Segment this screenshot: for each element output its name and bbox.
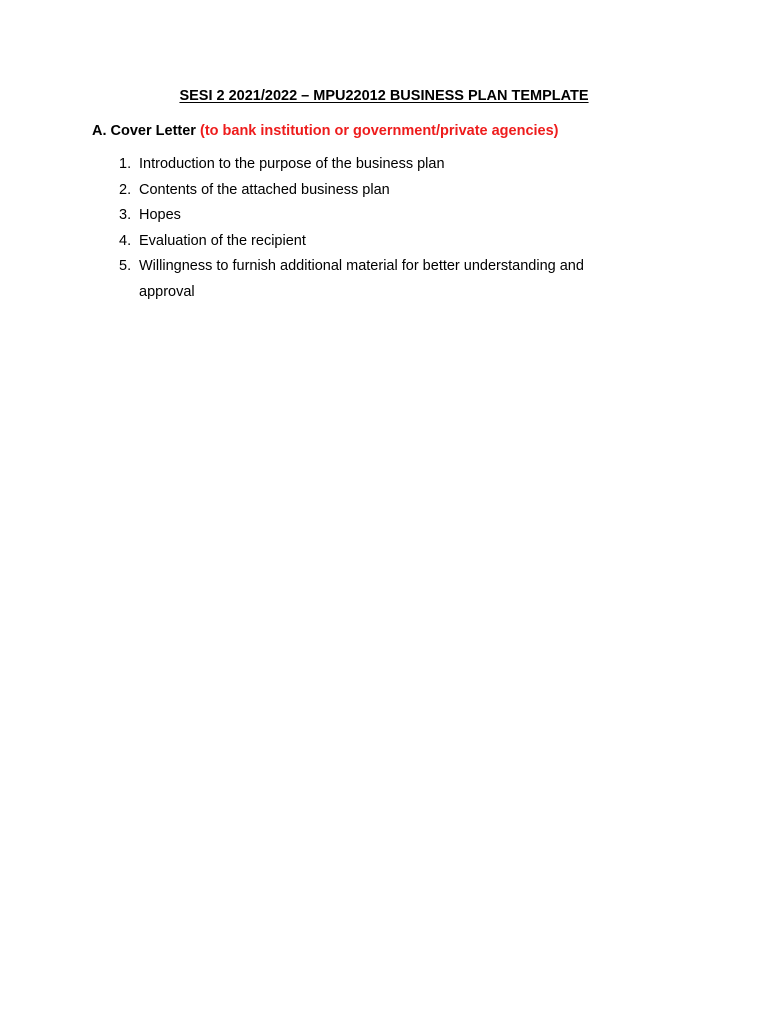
list-item-number-cell (92, 254, 139, 280)
list-item-text: Willingness to furnish additional material for better understanding and approval (139, 258, 584, 300)
section-label: A. Cover Letter (92, 123, 196, 139)
list-item-number-cell (92, 203, 139, 229)
list-item (92, 178, 632, 204)
document-title: SESI 2 2021/2022 – MPU22012 BUSINESS PLAN TEMPLATE (179, 88, 589, 104)
list-item-number: 5. (119, 258, 132, 274)
numbered-list (92, 152, 632, 305)
list-item-number: 3. (119, 207, 132, 223)
section-heading (92, 122, 559, 140)
list-item-number: 1. (119, 156, 132, 172)
list-item (92, 152, 632, 178)
list-item-text: Introduction to the purpose of the business plan (139, 156, 445, 172)
list-item-number-cell (92, 229, 139, 255)
list-item-number-cell (92, 152, 139, 178)
list-item-number: 2. (119, 181, 132, 198)
list-item-number-cell (92, 178, 139, 204)
list-item (92, 229, 632, 255)
list-item-text: Contents of the attached business plan (139, 181, 390, 198)
section-note: (to bank institution or government/private agencies) (199, 123, 559, 139)
list-item-number: 4. (119, 232, 132, 249)
list-item-text: Hopes (139, 207, 181, 223)
list-item (92, 254, 632, 305)
list-item-text: Evaluation of the recipient (139, 232, 306, 249)
list-item (92, 203, 632, 229)
